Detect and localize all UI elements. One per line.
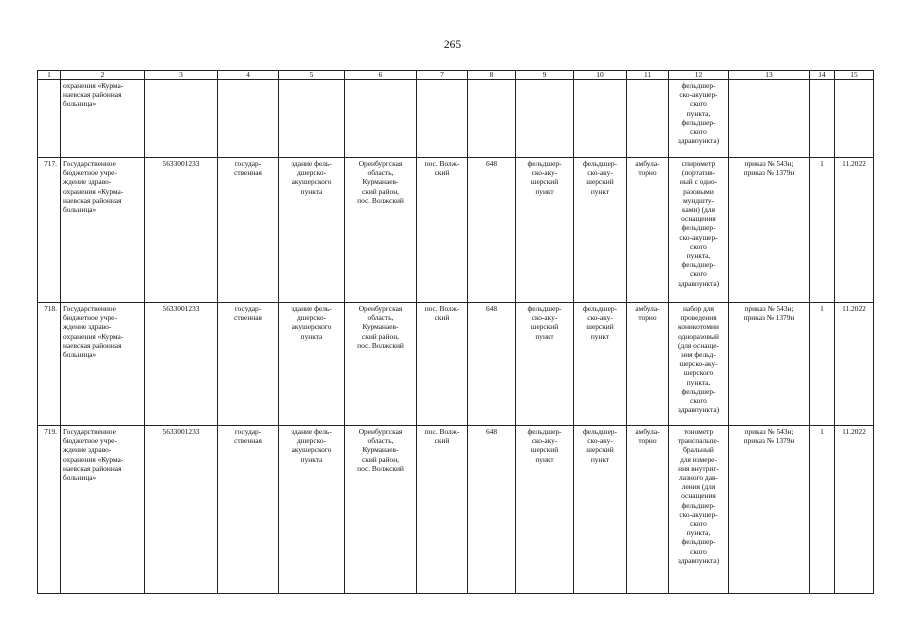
row-number-cell: 719. [38,426,61,594]
column-header: 2 [61,71,145,80]
population-cell: 648 [468,158,516,303]
column-header: 15 [835,71,874,80]
population-cell [468,80,516,158]
column-header: 1 [38,71,61,80]
table-row [38,158,874,303]
equipment-cell: тонометр транспальпе- бральный для измере- ния внутриг- лазного дав- ления (для оснащения фельдшер- ско-акушер- ского пункта, фельдшер- ского здравпункта) [669,426,729,594]
column-header: 7 [417,71,468,80]
settlement-cell [417,80,468,158]
column-header: 6 [345,71,417,80]
equipment-cell: набор для проведения коникотомии одноразовый (для оснаще- ния фельд- шерско-аку- шерского пункта, фельдшер- ского здравпункта) [669,303,729,426]
inn-cell: 5633001233 [145,426,218,594]
building-cell: здание фель- дшерско- акушерского пункта [279,303,345,426]
inn-cell: 5633001233 [145,303,218,426]
object-subtype-cell: фельдшер- ско-аку- шерский пункт [574,158,627,303]
column-header: 3 [145,71,218,80]
column-header: 10 [574,71,627,80]
organization-cell: Государственное бюджетное учре- ждение здраво- охранения «Курма- наевская районная больница» [61,303,145,426]
column-header: 11 [627,71,669,80]
ownership-cell [218,80,279,158]
organization-cell: Государственное бюджетное учре- ждение здраво- охранения «Курма- наевская районная больница» [61,426,145,594]
column-header: 13 [729,71,810,80]
settlement-cell: пос. Волж- ский [417,158,468,303]
column-header: 8 [468,71,516,80]
object-subtype-cell: фельдшер- ско-аку- шерский пункт [574,303,627,426]
column-header: 12 [669,71,729,80]
settlement-cell: пос. Волж- ский [417,426,468,594]
table-row [38,426,874,594]
quantity-cell [810,80,835,158]
date-cell: 11.2022 [835,426,874,594]
object-subtype-cell: фельдшер- ско-аку- шерский пункт [574,426,627,594]
page-number: 265 [443,39,462,51]
address-cell: Оренбургская область, Курманаев- ский район, пос. Волжский [345,426,417,594]
column-header: 14 [810,71,835,80]
header-row [38,71,874,80]
building-cell [279,80,345,158]
column-header: 4 [218,71,279,80]
row-number-cell: 718. [38,303,61,426]
order-reference-cell: приказ № 543н; приказ № 1379н [729,303,810,426]
order-reference-cell [729,80,810,158]
equipment-cell: фельдшер- ско-акушер- ского пункта, фельдшер- ского здравпункта) [669,80,729,158]
ownership-cell: государ- ственная [218,303,279,426]
address-cell: Оренбургская область, Курманаев- ский район, пос. Волжский [345,303,417,426]
care-form-cell: амбула- торно [627,158,669,303]
inn-cell [145,80,218,158]
date-cell: 11.2022 [835,158,874,303]
ownership-cell: государ- ственная [218,426,279,594]
column-header: 5 [279,71,345,80]
column-header: 9 [516,71,574,80]
object-type-cell: фельдшер- ско-аку- шерский пункт [516,426,574,594]
row-number-cell [38,80,61,158]
order-reference-cell: приказ № 543н; приказ № 1379н [729,158,810,303]
date-cell [835,80,874,158]
care-form-cell: амбула- торно [627,426,669,594]
object-type-cell: фельдшер- ско-аку- шерский пункт [516,158,574,303]
ownership-cell: государ- ственная [218,158,279,303]
population-cell: 648 [468,426,516,594]
settlement-cell: пос. Волж- ский [417,303,468,426]
registry-table [37,70,874,594]
order-reference-cell: приказ № 543н; приказ № 1379н [729,426,810,594]
address-cell [345,80,417,158]
building-cell: здание фель- дшерско- акушерского пункта [279,426,345,594]
care-form-cell: амбула- торно [627,303,669,426]
organization-cell: охранения «Курма- наевская районная больница» [61,80,145,158]
object-type-cell [516,80,574,158]
row-number-cell: 717. [38,158,61,303]
inn-cell: 5633001233 [145,158,218,303]
population-cell: 648 [468,303,516,426]
organization-cell: Государственное бюджетное учре- ждение здраво- охранения «Курма- наевская районная больница» [61,158,145,303]
object-type-cell: фельдшер- ско-аку- шерский пункт [516,303,574,426]
address-cell: Оренбургская область, Курманаев- ский район, пос. Волжский [345,158,417,303]
quantity-cell: 1 [810,303,835,426]
table-row [38,303,874,426]
care-form-cell [627,80,669,158]
building-cell: здание фель- дшерско- акушерского пункта [279,158,345,303]
quantity-cell: 1 [810,158,835,303]
equipment-cell: спирометр (портатив- ный с одно- разовыми мундшту- ками) (для оснащения фельдшер- ско-акушер- ского пункта, фельдшер- ского здравпункта) [669,158,729,303]
quantity-cell: 1 [810,426,835,594]
table-row [38,80,874,158]
object-subtype-cell [574,80,627,158]
date-cell: 11.2022 [835,303,874,426]
